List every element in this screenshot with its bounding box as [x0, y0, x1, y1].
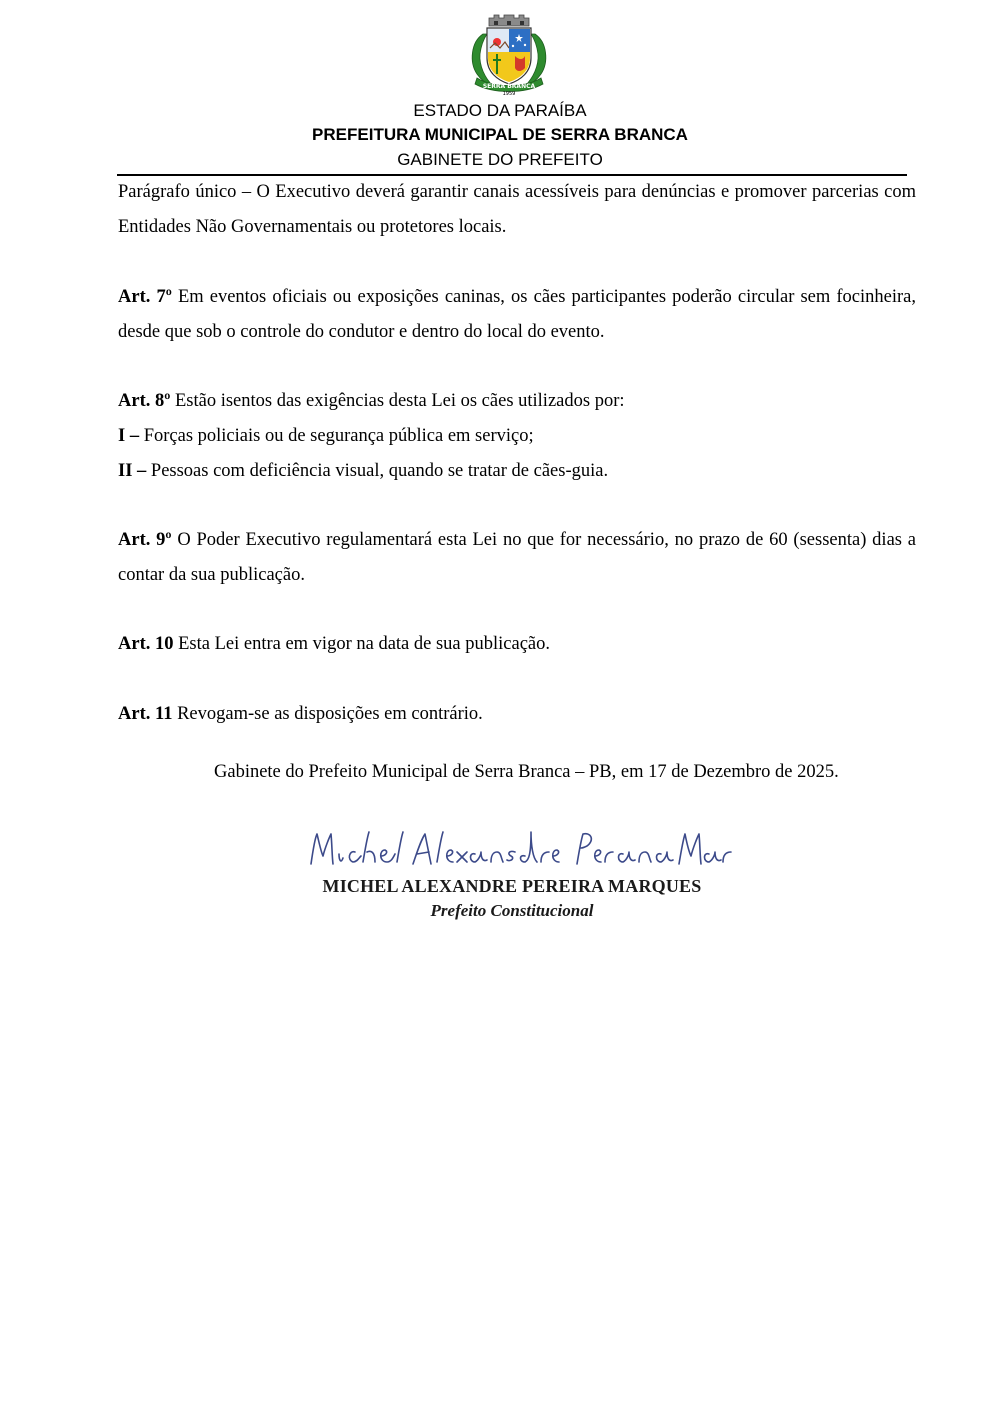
article-text: Estão isentos das exigências desta Lei os cães utilizados por:: [170, 391, 625, 411]
signer-title: Prefeito Constitucional: [430, 901, 594, 920]
article-text: Revogam-se as disposições em contrário.: [172, 704, 483, 724]
article-7: [118, 280, 916, 350]
article-label: Art. 8º: [118, 391, 171, 411]
list-item: I – Forças policiais ou de segurança pública em serviço;: [118, 426, 534, 446]
list-item: II – Pessoas com deficiência visual, quando se tratar de cães-guia.: [118, 461, 609, 481]
article-label: Art. 10: [118, 634, 174, 654]
signer-name: MICHEL ALEXANDRE PEREIRA MARQUES: [322, 876, 702, 896]
article-label: Art. 9º: [118, 530, 172, 550]
article-text: O Poder Executivo regulamentará esta Lei no que for necessário, no prazo de 60 (sessenta) dias a contar da sua publicação.: [118, 530, 916, 585]
handwritten-signature-icon: [305, 826, 735, 876]
city-hall-heading: PREFEITURA MUNICIPAL DE SERRA BRANCA: [312, 125, 688, 144]
article-label: Art. 7º: [118, 287, 172, 307]
dateline: Gabinete do Prefeito Municipal de Serra Branca – PB, em 17 de Dezembro de 2025.: [214, 762, 839, 782]
svg-text:1959: 1959: [502, 91, 516, 96]
svg-text:SERRA BRANCA: SERRA BRANCA: [482, 83, 536, 90]
article-text: Esta Lei entra em vigor na data de sua publicação.: [173, 634, 551, 654]
state-heading: ESTADO DA PARAÍBA: [413, 101, 587, 120]
article-label: Art. 11: [118, 704, 173, 724]
article-8: [118, 384, 916, 489]
svg-text:Michel Alexandre Pereira Marqu: Michel Alexandre Pereira Marques: [305, 826, 320, 827]
article-text: Em eventos oficiais ou exposições caninas, os cães participantes poderão circular sem focinheira, desde que sob o controle do condutor e dentro do local do evento.: [118, 287, 916, 342]
article-11: [118, 697, 916, 732]
article-10: [118, 627, 916, 662]
municipal-coat-of-arms-icon: [463, 12, 555, 96]
sole-paragraph: Parágrafo único – O Executivo deverá garantir canais acessíveis para denúncias e promover parcerias com Entidades Não Governamentais ou protetores locais.: [118, 182, 916, 237]
office-heading: GABINETE DO PREFEITO: [397, 150, 603, 169]
article-9: [118, 523, 916, 593]
